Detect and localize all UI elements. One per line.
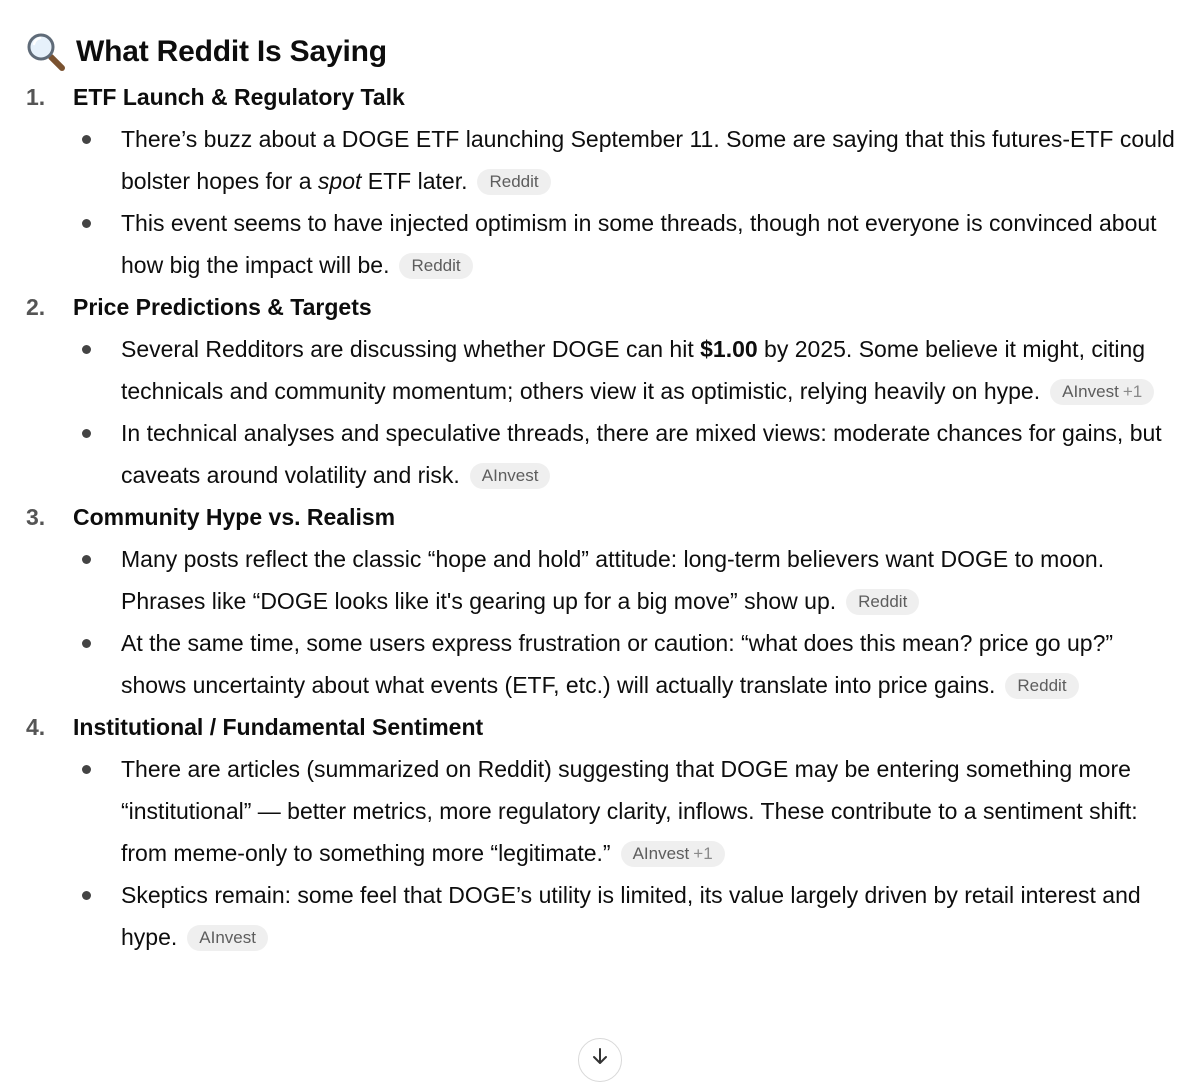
bullet-dot [82, 555, 91, 564]
bullet-list [26, 538, 1176, 706]
heading-text: What Reddit Is Saying [76, 35, 387, 68]
citation-source: Reddit [489, 172, 539, 191]
section-item [26, 706, 1176, 958]
bullet-dot [82, 135, 91, 144]
section-header [26, 286, 1176, 328]
citation-chip[interactable] [846, 589, 919, 615]
bullet-item [26, 202, 1176, 286]
bullet-text: At the same time, some users express frustration or caution: “what does this mean? price go up?” shows uncertainty about what events (ETF, etc.) will actually translate into price gains. [121, 630, 1114, 698]
bullet-list [26, 328, 1176, 496]
arrow-down-icon [591, 1047, 609, 1065]
bullet-dot [82, 639, 91, 648]
citation-more-count: +1 [1122, 382, 1143, 401]
bullet-text: $1.00 [700, 336, 758, 362]
section-number: 2. [26, 294, 46, 320]
citation-chip[interactable] [477, 169, 550, 195]
bullet-text: In technical analyses and speculative threads, there are mixed views: moderate chances for gains, but caveats around volatility and risk. [121, 420, 1162, 488]
citation-source: AInvest [199, 928, 256, 947]
scroll-to-bottom-button[interactable] [578, 1038, 622, 1082]
bullet-item [26, 538, 1176, 622]
bullet-item [26, 412, 1176, 496]
bullet-dot [82, 891, 91, 900]
section-list [26, 76, 1176, 958]
section-number: 3. [26, 504, 46, 530]
bullet-item [26, 622, 1176, 706]
bullet-item [26, 118, 1176, 202]
bullet-item [26, 328, 1176, 412]
citation-source: AInvest [1062, 382, 1119, 401]
chat-response [26, 28, 1176, 958]
bullet-dot [82, 219, 91, 228]
section-heading [26, 28, 1176, 76]
section-item [26, 286, 1176, 496]
bullet-text: spot [317, 168, 362, 194]
section-title: Institutional / Fundamental Sentiment [73, 714, 484, 740]
bullet-list [26, 748, 1176, 958]
citation-more-count: +1 [693, 844, 713, 863]
bullet-text: There’s buzz about a DOGE ETF launching September 11. Some are saying that this futures-ETF could bolster hopes for a [121, 126, 1175, 194]
magnifying-glass-icon [26, 32, 66, 72]
section-item [26, 76, 1176, 286]
citation-chip[interactable] [1050, 379, 1154, 405]
bullet-text: by 2025. Some believe it might, citing technicals and community momentum; others view it as optimistic, relying heavily on hype. [121, 336, 1146, 404]
section-title: Community Hype vs. Realism [73, 504, 396, 530]
citation-chip[interactable] [470, 463, 551, 489]
section-title: ETF Launch & Regulatory Talk [73, 84, 405, 110]
citation-source: Reddit [858, 592, 908, 611]
citation-chip[interactable] [399, 253, 472, 279]
bullet-item [26, 748, 1176, 874]
section-item [26, 496, 1176, 706]
bullet-text: ETF later. [361, 168, 468, 194]
section-number: 1. [26, 84, 46, 110]
citation-source: Reddit [411, 256, 461, 275]
bullet-list [26, 118, 1176, 286]
citation-chip[interactable] [1005, 673, 1078, 699]
section-header [26, 706, 1176, 748]
citation-chip[interactable] [187, 925, 268, 951]
bullet-item [26, 874, 1176, 958]
bullet-text: Several Redditors are discussing whether DOGE can hit [121, 336, 701, 362]
bullet-text: Many posts reflect the classic “hope and hold” attitude: long-term believers want DOGE to moon. Phrases like “DOGE looks like it's gearing up for a big move” show up. [121, 546, 1105, 614]
citation-source: AInvest [481, 466, 539, 485]
bullet-text: This event seems to have injected optimism in some threads, though not everyone is convinced about how big the impact will be. [121, 210, 1157, 278]
section-header [26, 76, 1176, 118]
bullet-dot [82, 429, 91, 438]
section-number: 4. [26, 714, 46, 740]
citation-source: AInvest [632, 844, 690, 863]
bullet-dot [82, 765, 91, 774]
bullet-dot [82, 345, 91, 354]
bullet-text: Skeptics remain: some feel that DOGE’s utility is limited, its value largely driven by retail interest and hype. [121, 882, 1141, 950]
bullet-text: There are articles (summarized on Reddit) suggesting that DOGE may be entering something more “institutional” — better metrics, more regulatory clarity, inflows. These contribute to a sentiment shift: from meme-only to something more “legitimate.” [121, 756, 1138, 866]
section-header [26, 496, 1176, 538]
citation-chip[interactable] [621, 841, 725, 867]
citation-source: Reddit [1017, 676, 1067, 695]
section-title: Price Predictions & Targets [73, 294, 372, 320]
